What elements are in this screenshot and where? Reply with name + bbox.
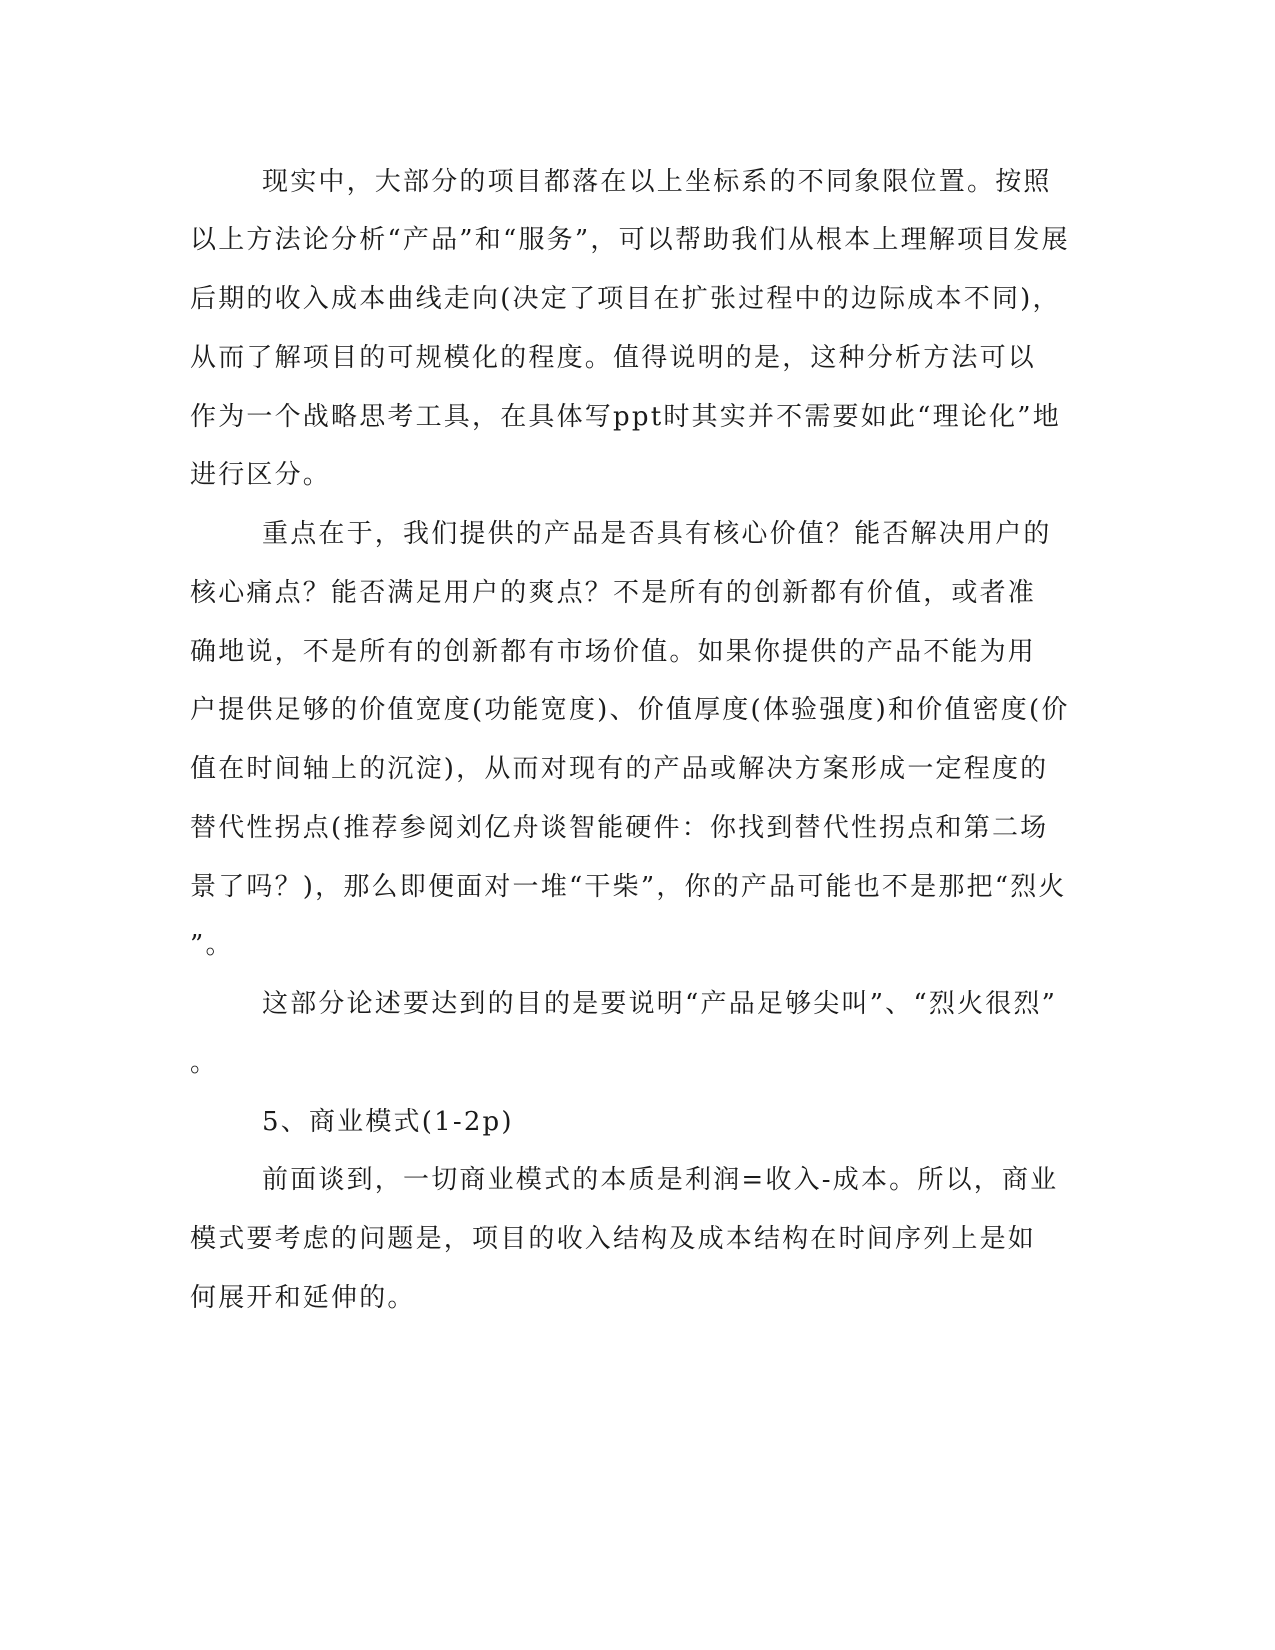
paragraph-line: 核心痛点？能否满足用户的爽点？不是所有的创新都有价值，或者准	[190, 578, 1037, 608]
paragraph-line: 重点在于，我们提供的产品是否具有核心价值？能否解决用户的	[262, 519, 1052, 549]
paragraph-line: 现实中，大部分的项目都落在以上坐标系的不同象限位置。按照	[262, 167, 1052, 197]
paragraph-line: ”。	[190, 930, 234, 960]
paragraph-line: 替代性拐点(推荐参阅刘亿舟谈智能硬件：你找到替代性拐点和第二场	[190, 813, 1049, 843]
paragraph-line: 值在时间轴上的沉淀)，从而对现有的产品或解决方案形成一定程度的	[190, 754, 1049, 784]
paragraph-line: 确地说，不是所有的创新都有市场价值。如果你提供的产品不能为用	[190, 637, 1037, 667]
section-heading: 5、商业模式(1-2p)	[262, 1107, 514, 1137]
paragraph-line: 前面谈到，一切商业模式的本质是利润=收入-成本。所以，商业	[262, 1165, 1059, 1195]
paragraph-line: 作为一个战略思考工具，在具体写ppt时其实并不需要如此“理论化”地	[190, 402, 1061, 432]
paragraph-line: 户提供足够的价值宽度(功能宽度)、价值厚度(体验强度)和价值密度(价	[190, 695, 1070, 725]
paragraph-line: 模式要考虑的问题是，项目的收入结构及成本结构在时间序列上是如	[190, 1224, 1037, 1254]
paragraph-line: 景了吗？)，那么即便面对一堆“干柴”，你的产品可能也不是那把“烈火	[190, 872, 1067, 902]
paragraph-line: 何展开和延伸的。	[190, 1283, 416, 1313]
paragraph-line: 。	[190, 1048, 219, 1078]
paragraph-line: 从而了解项目的可规模化的程度。值得说明的是，这种分析方法可以	[190, 343, 1037, 373]
paragraph-line: 以上方法论分析“产品”和“服务”，可以帮助我们从根本上理解项目发展	[190, 225, 1070, 255]
paragraph-line: 这部分论述要达到的目的是要说明“产品足够尖叫”、“烈火很烈”	[262, 989, 1058, 1019]
paragraph-line: 进行区分。	[190, 460, 332, 490]
paragraph-line: 后期的收入成本曲线走向(决定了项目在扩张过程中的边际成本不同)，	[190, 284, 1061, 314]
